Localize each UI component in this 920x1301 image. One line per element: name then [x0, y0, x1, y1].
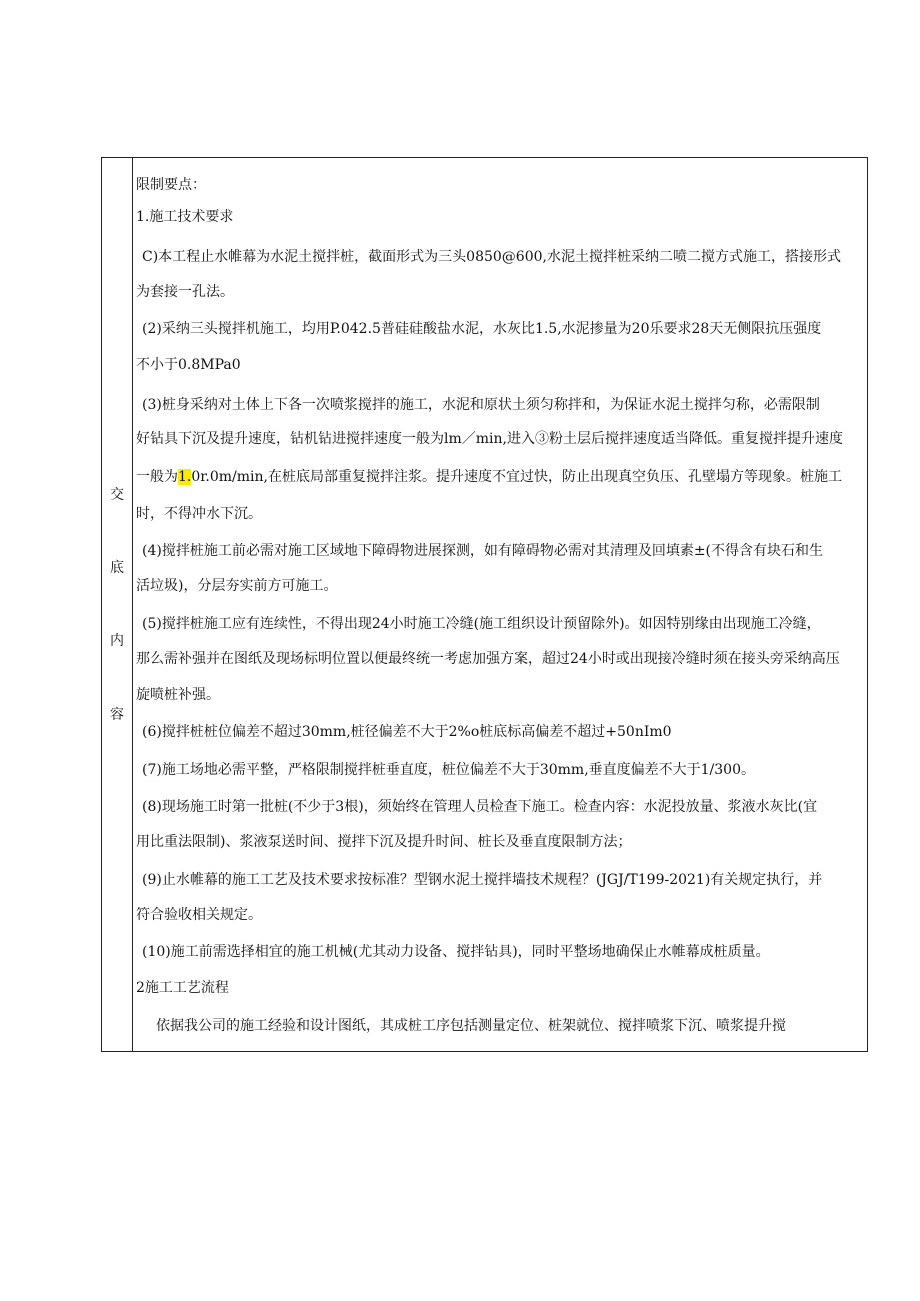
paragraph-line: 活垃圾)，分层夯实前方可施工。 [136, 578, 338, 594]
paragraph-line: 为套接一孔法。 [136, 284, 234, 300]
content-heading: 限制要点： [136, 177, 206, 193]
paragraph-line: 符合验收相关规定。 [136, 907, 262, 923]
highlighted-text: 1. [178, 469, 192, 485]
paragraph-line: 旋喷桩补强。 [136, 687, 220, 703]
section-title: 2施工工艺流程 [136, 980, 229, 996]
text-span: 0r.0m/min,在桩底局部重复搅拌注浆。提升速度不宜过快，防止出现真空负压、孔壁塌方等现象。桩施工 [191, 469, 842, 485]
paragraph-line: (4)搅拌桩施工前必需对施工区域地下障碍物进展探测，如有障碍物必需对其清理及回填素±(不得含有块石和生 [142, 543, 824, 559]
paragraph-line: (9)止水帷幕的施工工艺及技术要求按标准？型钢水泥土搅拌墙技术规程？(JGJ/T199-2021)有关规定执行，并 [142, 872, 823, 888]
paragraph-line: 好钻具下沉及提升速度，钻机钻进搅拌速度一般为lm／min,进入③粉土层后搅拌速度适当降低。重复搅拌提升速度 [136, 431, 843, 447]
side-label-char: 交 [110, 487, 124, 503]
paragraph-line: 依据我公司的施工经验和设计图纸，其成桩工序包括测量定位、桩架就位、搅拌喷浆下沉、喷浆提升搅 [156, 1018, 786, 1034]
paragraph-line: 那么需补强并在图纸及现场标明位置以便最终统一考虑加强方案，超过24小时或出现接冷缝时须在接头旁采纳高压 [136, 651, 840, 667]
paragraph-line: (5)搅拌桩施工应有连续性，不得出现24小时施工冷缝(施工组织设计预留除外)。如因特别缘由出现施工冷缝， [142, 616, 821, 632]
paragraph-line: C)本工程止水帷幕为水泥土搅拌桩，截面形式为三头0850@600,水泥土搅拌桩采纳二喷二搅方式施工，搭接形式 [142, 249, 841, 265]
paragraph-line: 时，不得冲水下沉。 [136, 506, 262, 522]
paragraph-line: (7)施工场地必需平整，严格限制搅拌桩垂直度，桩位偏差不大于30mm,垂直度偏差不大于1/300。 [142, 762, 755, 778]
section-title: 1.施工技术要求 [136, 209, 234, 225]
paragraph-line: 不小于0.8MPa0 [136, 357, 241, 373]
side-label-char: 底 [110, 560, 124, 576]
paragraph-line: (8)现场施工时第一批桩(不少于3根)，须始终在管理人员检查下施工。检查内容：水泥投放量、浆液水灰比(宜 [142, 799, 818, 815]
side-label-char: 内 [110, 633, 124, 649]
paragraph-line [136, 467, 842, 487]
paragraph-line: (6)搅拌桩桩位偏差不超过30mm,桩径偏差不大于2%o桩底标高偏差不超过+50nIm0 [142, 724, 672, 740]
paragraph-line: (10)施工前需选择相宜的施工机械(尤其动力设备、搅拌钻具)，同时平整场地确保止水帷幕成桩质量。 [142, 944, 770, 960]
column-divider [132, 157, 133, 1052]
paragraph-line: (3)桩身采纳对土体上下各一次喷浆搅拌的施工，水泥和原状土须匀称拌和，为保证水泥土搅拌匀称，必需限制 [142, 397, 820, 413]
text-span: 一般为 [136, 469, 178, 485]
paragraph-line: 用比重法限制)、浆液泵送时间、搅拌下沉及提升时间、桩长及垂直度限制方法； [136, 834, 632, 850]
paragraph-line: (2)采纳三头搅拌机施工，均用P.042.5普硅硅酸盐水泥，水灰比1.5,水泥掺量为20乐要求28天无侧限抗压强度 [142, 321, 822, 337]
side-label-char: 容 [110, 707, 124, 723]
